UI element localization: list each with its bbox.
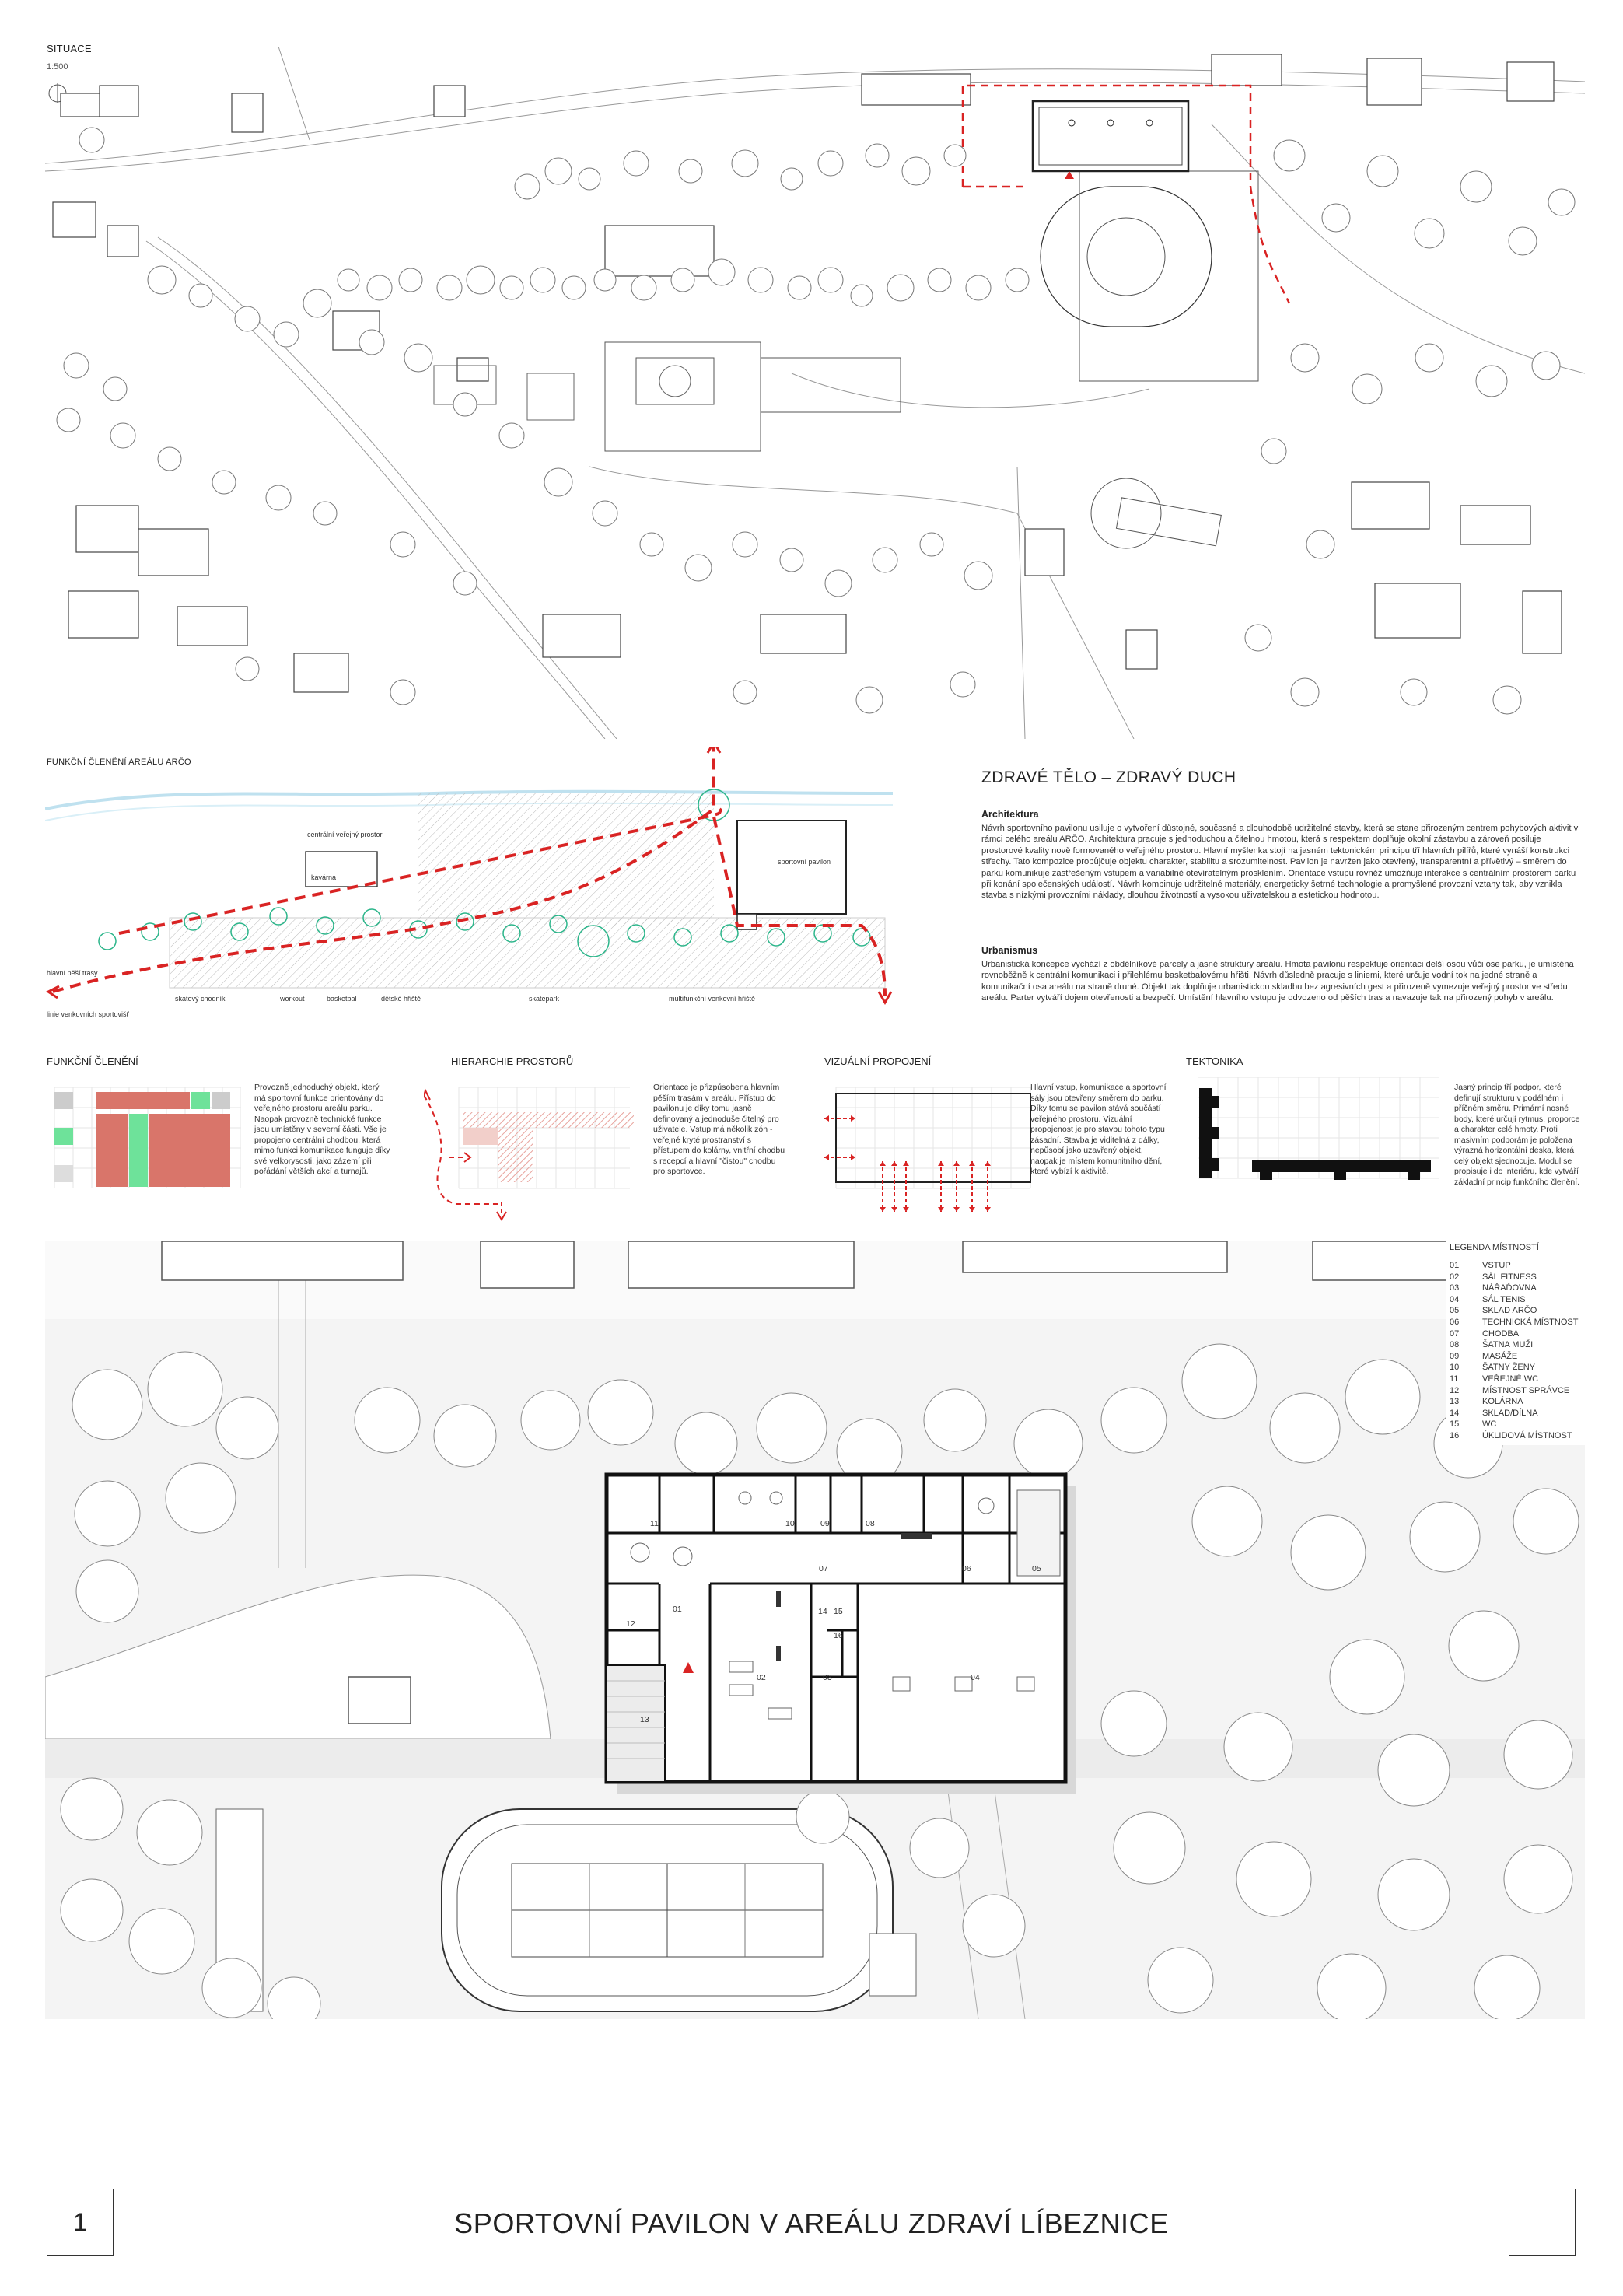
room-label-16: 16: [834, 1631, 843, 1640]
functional-diagram: [54, 1087, 241, 1188]
floor-plan-drawing: [45, 1241, 1585, 2019]
room-label-10: 10: [785, 1519, 795, 1528]
label-multipurpose: multifunkční venkovní hřiště: [669, 995, 756, 1003]
label-cafe: kavárna: [311, 873, 337, 881]
legend-row: 05 SKLAD ARČO: [1450, 1306, 1537, 1316]
legend-row: 08 ŠATNA MUŽI: [1450, 1340, 1534, 1350]
legend-row: 01 VSTUP: [1450, 1261, 1511, 1270]
diagram-2-text: Orientace je přizpůsobena hlavním pěším trasám v areálu. Přístup do pavilonu je díky tomu jasně definovaný a jednoduše čitelný pro uživatele. Vstup má několik zón - veřejné kryté prostranství s přístupem do kolárny, vnitřní chodbu s recepcí a hlavní "čistou" chodbu pro sportovce.: [653, 1083, 785, 1176]
legend-row: 03 NÁŘAĎOVNA: [1450, 1283, 1537, 1293]
legend-row: 10 ŠATNY ŽENY: [1450, 1363, 1536, 1373]
footer-title: SPORTOVNÍ PAVILON V AREÁLU ZDRAVÍ LÍBEZNICE: [454, 2207, 1169, 2239]
room-label-07: 07: [819, 1564, 828, 1573]
zoning-title: FUNKČNÍ ČLENĚNÍ AREÁLU ARČO: [47, 758, 191, 767]
diagram-1-title: FUNKČNÍ ČLENĚNÍ: [47, 1055, 138, 1067]
legend-row: 12 MÍSTNOST SPRÁVCE: [1450, 1385, 1570, 1395]
urbanism-text: Urbanistická koncepce vychází z obdélníkové parcely a jasné struktury areálu. Hmota pavilonu respektuje orientaci delší osou vůči ose parku, je umístěna rovnoběžně k centrální komunikaci i přilehlému basketbalovému hřišti. Návrh důsledně pracuje s liniemi, které určuje vodní tok na jedné straně a komunikační osa areálu na straně druhé. Objekt tak doplňuje urbanistickou skladbu bez agresivních gest a přirozeně vymezuje veřejný prostor ve středu areálu. Parter vytváří dojem otevřenosti a bezpečí. Umístění hlavního vstupu je odvozeno od pěších tras a navazuje tak na přirozený pohyb v areálu.: [981, 960, 1574, 1003]
room-label-14: 14: [818, 1607, 827, 1616]
room-label-08: 08: [866, 1519, 875, 1528]
label-kids: dětské hřiště: [381, 995, 421, 1003]
site-plan-title: SITUACE: [47, 43, 92, 54]
main-heading: ZDRAVÉ TĚLO – ZDRAVÝ DUCH: [981, 768, 1236, 786]
room-label-05: 05: [1032, 1564, 1041, 1573]
label-public-space: centrální veřejný prostor: [307, 831, 383, 838]
visual-connection-diagram: [824, 1087, 1034, 1220]
site-plan-drawing: [45, 47, 1585, 739]
label-skate: skatový chodník: [175, 995, 226, 1003]
diagram-2-title: HIERARCHIE PROSTORŮ: [451, 1055, 574, 1067]
label-outdoor-line: linie venkovních sportovišť: [47, 1010, 129, 1018]
empty-box: [1509, 2189, 1576, 2256]
legend-title: LEGENDA MÍSTNOSTÍ: [1450, 1243, 1539, 1252]
room-label-09: 09: [820, 1519, 830, 1528]
legend-row: 09 MASÁŽE: [1450, 1351, 1518, 1361]
legend-row: 14 SKLAD/DÍLNA: [1450, 1408, 1538, 1418]
legend-row: 07 CHODBA: [1450, 1328, 1520, 1339]
legend-row: 13 KOLÁRNA: [1450, 1397, 1523, 1407]
legend-row: 06 TECHNICKÁ MÍSTNOST: [1450, 1317, 1579, 1327]
zoning-diagram: [45, 747, 971, 1027]
legend-row: 04 SÁL TENIS: [1450, 1294, 1526, 1304]
legend-row: 11 VEŘEJNÉ WC: [1450, 1374, 1539, 1384]
room-label-04: 04: [971, 1673, 980, 1682]
label-workout: workout: [280, 995, 305, 1003]
legend-row: 16 ÚKLIDOVÁ MÍSTNOST: [1450, 1430, 1572, 1440]
diagram-1-text: Provozně jednoduchý objekt, který má sportovní funkce orientovány do veřejného prostoru areálu parku. Naopak provozně technické funkce jsou umístěny v severní části. Vše je propojeno centrální chodbou, která mimo funkci komunikace funguje díky své velkorysosti, jako zázemí při pořádání větších akcí a turnajů.: [254, 1083, 390, 1176]
page-number: 1: [73, 2208, 87, 2236]
room-label-12: 12: [626, 1619, 635, 1629]
room-label-02: 02: [757, 1673, 766, 1682]
room-label-15: 15: [834, 1607, 843, 1616]
label-basketball: basketbal: [327, 995, 357, 1003]
diagram-3-text: Hlavní vstup, komunikace a sportovní sály jsou otevřeny směrem do parku. Díky tomu se pavilon stává součástí veřejného prostoru. Vizuální propojenost je pro stavbu tohoto typu zásadní. Stavba je viditelná z dálky, nepůsobí jako uzavřený objekt, naopak je místem komunitního dění, které vybízí k aktivitě.: [1030, 1083, 1167, 1176]
room-label-11: 11: [650, 1519, 659, 1528]
diagram-3-title: VIZUÁLNÍ PROPOJENÍ: [824, 1055, 932, 1067]
label-main-route: hlavní pěší trasy: [47, 969, 98, 977]
room-label-06: 06: [962, 1564, 971, 1573]
architecture-title: Architektura: [981, 809, 1039, 820]
legend-row: 02 SÁL FITNESS: [1450, 1272, 1537, 1282]
diagram-4-text: Jasný princip tří podpor, které definují strukturu v podélném i příčném směru. Primární nosné body, které určují rytmus, proporce a charakter celé hmoty. Proti masivním podporám je položena výrazná horizontální deska, která celý objekt sjednocuje. Modul se propisuje i do interiéru, kde vytváří základní princip funkčního členění.: [1454, 1083, 1580, 1187]
tectonics-diagram: [1198, 1077, 1439, 1190]
urbanism-title: Urbanismus: [981, 945, 1038, 956]
legend-row: 15 WC: [1450, 1419, 1497, 1430]
site-plan-scale: 1:500: [47, 62, 68, 72]
room-legend: [1446, 1241, 1605, 1445]
room-label-13: 13: [640, 1715, 649, 1724]
diagram-4-title: TEKTONIKA: [1186, 1055, 1243, 1067]
room-label-03: 03: [823, 1673, 832, 1682]
room-label-01: 01: [673, 1605, 682, 1614]
architecture-text: Návrh sportovního pavilonu usiluje o vytvoření důstojné, současné a dlouhodobě udržitelné stavby, která se stane přirozeným centrem pohybových aktivit v rámci celého areálu ARČO. Architektura pracuje s jednoduchou a čitelnou hmotou, která s respektem doplňuje okolní zástavbu a zároveň posiluje prostorové kvality nově formovaného veřejného prostoru. Hlavní myšlenka stojí na jasném tektonickém principu tří hlavních pilířů, které vynáší konstrukci střechy. Tato kompozice propůjčuje objektu charakter, stabilitu a srozumitelnost. Pavilon je navržen jako otevřený, transparentní a přívětivý – směrem do parku komunikuje zastřešeným vstupem a variabilně otevíratelným prosklením. Orientace vstupu rovněž umožňuje interakce s centrálním prostorem parku při konání společenských událostí. Návrh kombinuje udržitelné materiály, energeticky šetrné technologie a promyšlené provozní vztahy tak, aby vznikla stavba s nízkými provozními náklady, dlouhou životností a vysokou uživatelskou a estetickou hodnotou.: [981, 824, 1579, 901]
hierarchy-diagram: [424, 1087, 642, 1227]
label-skatepark: skatepark: [529, 995, 560, 1003]
label-pavilion: sportovní pavilon: [778, 858, 831, 866]
